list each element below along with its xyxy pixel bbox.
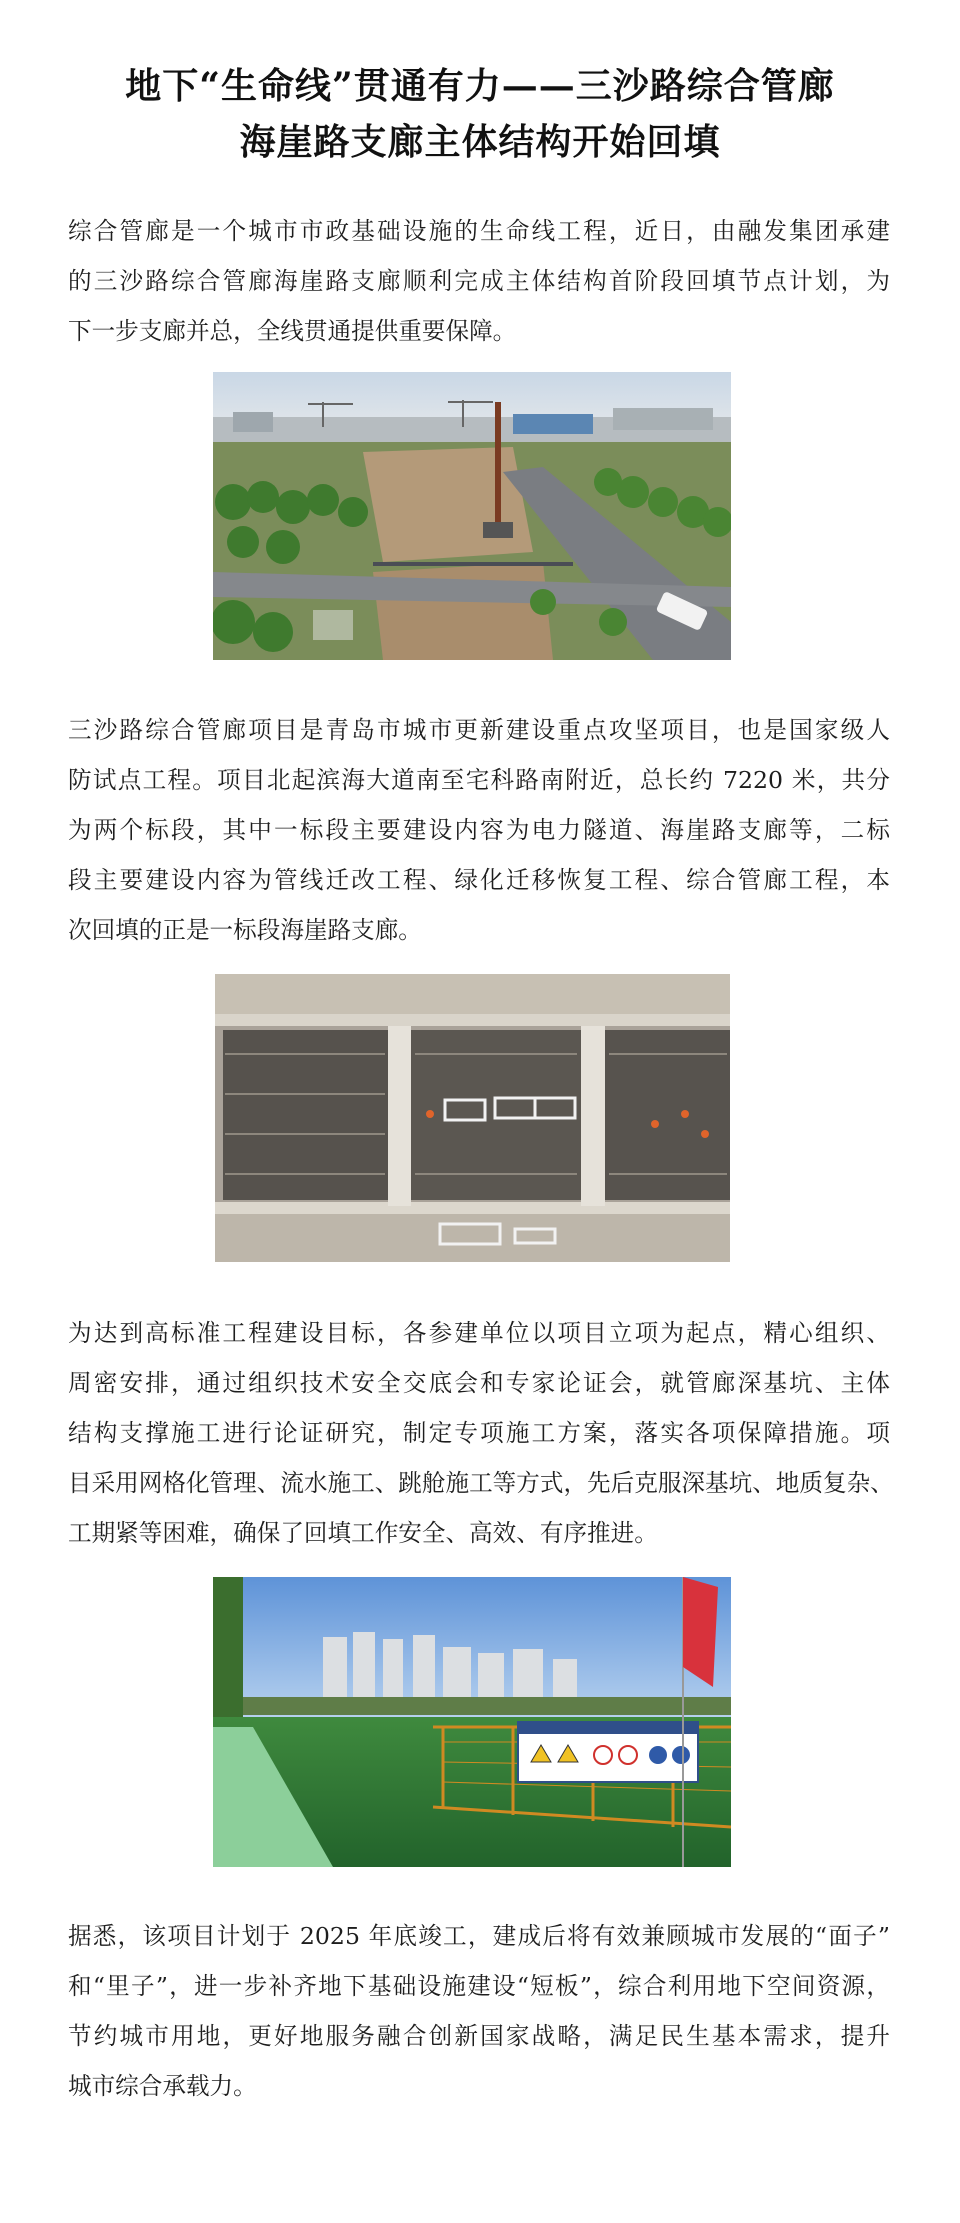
title-line-1: 地下“生命线”贯通有力——三沙路综合管廊	[125, 65, 835, 107]
text-line: 据悉，该项目计划于 2025 年底竣工，建成后将有效兼顾城市发展的“面子”	[68, 1922, 890, 1950]
text-line: 的三沙路综合管廊海崖路支廊顺利完成主体结构首阶段回填节点计划，为	[68, 267, 890, 295]
text-line: 下一步支廊并总，全线贯通提供重要保障。	[68, 317, 517, 345]
text-line: 工期紧等困难，确保了回填工作安全、高效、有序推进。	[68, 1519, 658, 1547]
text-line: 为两个标段，其中一标段主要建设内容为电力隧道、海崖路支廊等，二标	[68, 816, 890, 844]
article-title	[60, 58, 900, 170]
paragraph-intro	[68, 206, 890, 356]
text-line: 综合管廊是一个城市市政基础设施的生命线工程，近日，由融发集团承建	[68, 217, 890, 245]
text-line: 次回填的正是一标段海崖路支廊。	[68, 916, 422, 944]
text-line: 段主要建设内容为管线迁改工程、绿化迁移恢复工程、综合管廊工程，本	[68, 866, 890, 894]
photo-corridor-structure-topdown	[215, 974, 730, 1262]
text-line: 结构支撑施工进行论证研究，制定专项施工方案，落实各项保障措施。项	[68, 1419, 890, 1447]
text-line: 城市综合承载力。	[68, 2072, 257, 2100]
paragraph-outlook	[68, 1911, 890, 2111]
text-line: 防试点工程。项目北起滨海大道南至宅科路南附近，总长约 7220 米，共分	[68, 766, 890, 794]
text-line: 三沙路综合管廊项目是青岛市城市更新建设重点攻坚项目，也是国家级人	[68, 716, 890, 744]
text-line: 和“里子”，进一步补齐地下基础设施建设“短板”，综合利用地下空间资源，	[68, 1972, 890, 2000]
text-line: 周密安排，通过组织技术安全交底会和专家论证会，就管廊深基坑、主体	[68, 1369, 890, 1397]
text-line: 节约城市用地，更好地服务融合创新国家战略，满足民生基本需求，提升	[68, 2022, 890, 2050]
photo-aerial-construction-site	[213, 372, 731, 660]
paragraph-construction-measures	[68, 1308, 894, 1558]
title-line-2: 海崖路支廊主体结构开始回填	[239, 121, 721, 163]
text-line: 为达到高标准工程建设目标，各参建单位以项目立项为起点，精心组织、	[68, 1319, 890, 1347]
paragraph-project-overview	[68, 705, 890, 955]
text-line: 目采用网格化管理、流水施工、跳舱施工等方式，先后克服深基坑、地质复杂、	[68, 1469, 894, 1497]
photo-backfilled-site-turf	[213, 1577, 731, 1867]
